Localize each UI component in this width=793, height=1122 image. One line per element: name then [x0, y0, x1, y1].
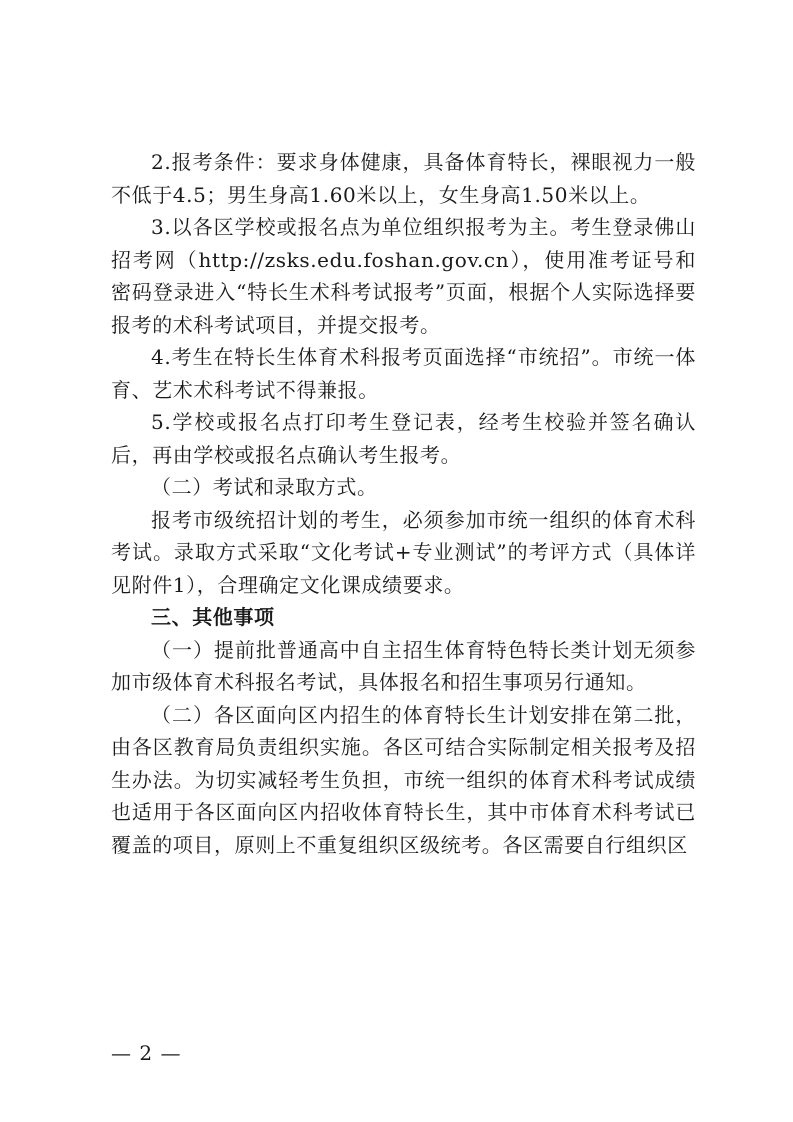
paragraph-confirmation: 5.学校或报名点打印考生登记表，经考生校验并签名确认后，再由学校或报名点确认考生报考。: [111, 410, 696, 467]
section-heading-other-matters: 三、其他事项: [151, 605, 275, 629]
document-body: [111, 146, 696, 861]
paragraph-early-batch: （一）提前批普通高中自主招生体育特色特长类计划无须参加市级体育术科报名考试，具体报名和招生事项另行通知。: [111, 637, 696, 694]
paragraph-registration-choice: 4.考生在特长生体育术科报考页面选择“市统招”。市统一体育、艺术术科考试不得兼报。: [111, 345, 696, 402]
paragraph-admission-method: 报考市级统招计划的考生，必须参加市统一组织的体育术科考试。录取方式采取“文化考试+专业测试”的考评方式（具体详见附件1），合理确定文化课成绩要求。: [111, 507, 696, 597]
paragraph-district-plan: （二）各区面向区内招生的体育特长生计划安排在第二批，由各区教育局负责组织实施。各区可结合实际制定相关报考及招生办法。为切实减轻考生负担，市统一组织的体育术科考试成绩也适用于各区面向区内招收体育特长生，其中市体育术科考试已覆盖的项目，原则上不重复组织区级统考。各区需要自行组织区: [111, 702, 696, 857]
page-number: — 2 —: [111, 1041, 182, 1065]
paragraph-registration-method: 3.以各区学校或报名点为单位组织报考为主。考生登录佛山招考网（http://zsks.edu.foshan.gov.cn），使用准考证号和密码登录进入“特长生术科考试报考”页面，根据个人实际选择要报考的术科考试项目，并提交报考。: [111, 215, 696, 337]
subheading-exam-admission: （二）考试和录取方式。: [151, 475, 378, 499]
paragraph-exam-conditions: 2.报考条件：要求身体健康，具备体育特长，裸眼视力一般不低于4.5；男生身高1.60米以上，女生身高1.50米以上。: [111, 150, 696, 207]
